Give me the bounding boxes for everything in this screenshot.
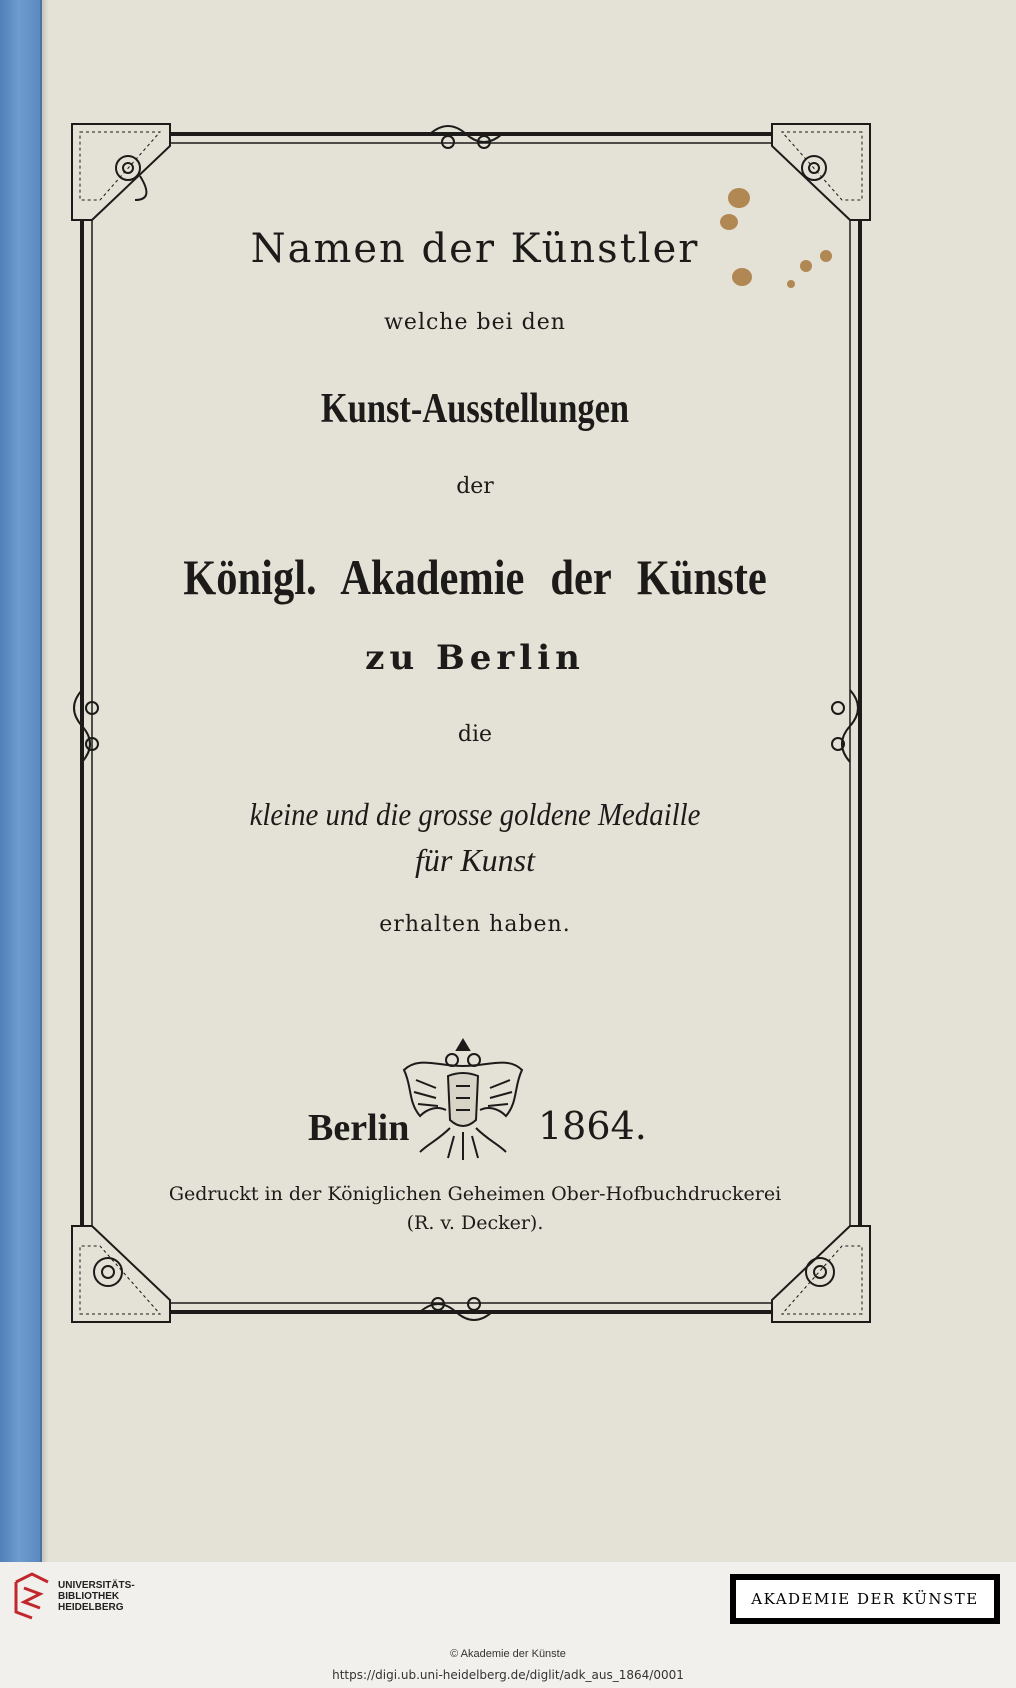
publisher-badge[interactable] — [730, 1574, 1000, 1624]
title-line-10: erhalten haben. — [379, 912, 571, 937]
title-line-7: die — [457, 722, 493, 747]
ub-heidelberg-logo-icon[interactable] — [12, 1572, 52, 1620]
title-line-8: kleine und die grosse goldene Medaille — [249, 796, 701, 832]
permalink-url[interactable]: https://digi.ub.uni-heidelberg.de/diglit/adk_aus_1864/0001 — [332, 1668, 684, 1682]
logo-line-2: BIBLIOTHEK — [58, 1591, 120, 1602]
printer-line: Gedruckt in der Königlichen Geheimen Ober-Hofbuchdruckerei — [168, 1183, 782, 1205]
ub-heidelberg-logo-text[interactable] — [58, 1580, 135, 1613]
title-line-5: Königl. Akademie der Künste — [183, 549, 767, 605]
title-line-4: der — [456, 474, 494, 499]
copyright-notice: © Akademie der Künste — [450, 1648, 566, 1660]
logo-line-3: HEIDELBERG — [58, 1602, 124, 1613]
logo-line-1: UNIVERSITÄTS- — [58, 1580, 135, 1591]
printer-name: (R. v. Decker). — [406, 1212, 544, 1234]
imprint-year: 1864. — [538, 1104, 647, 1148]
title-line-1: Namen der Künstler — [250, 226, 700, 272]
title-line-2: welche bei den — [384, 310, 566, 335]
prussian-eagle-emblem — [398, 1036, 528, 1166]
publisher-badge-label: AKADEMIE DER KÜNSTE — [736, 1580, 994, 1618]
title-line-3: Kunst-Ausstellungen — [320, 386, 630, 432]
title-line-9: für Kunst — [414, 842, 536, 878]
title-line-6: zu Berlin — [365, 638, 585, 678]
imprint-place: Berlin — [308, 1107, 410, 1149]
